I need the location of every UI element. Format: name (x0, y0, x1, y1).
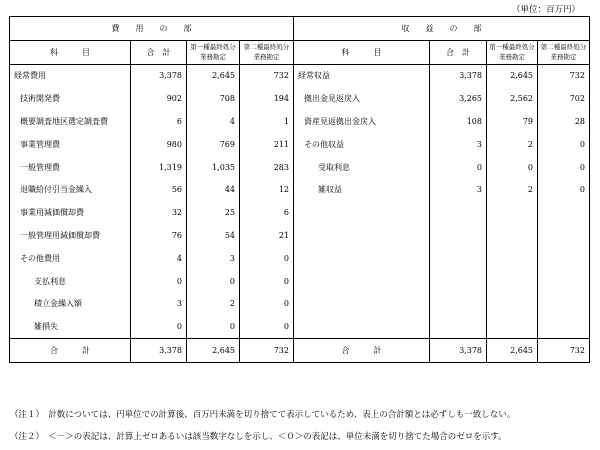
table-row (10, 247, 590, 270)
expense-total-header: 合 計 (131, 40, 187, 64)
expense-type2-value: 1 (240, 110, 294, 133)
expense-type2-value: 0 (240, 293, 294, 316)
revenue-type2-value: 732 (538, 64, 590, 87)
unit-label: （単位：百万円） (511, 5, 580, 15)
revenue-total-value: 3 (430, 179, 487, 202)
revenue-type2-value: 28 (538, 110, 590, 133)
expense-total-value: 4 (131, 247, 187, 270)
revenue-total-value: 3,265 (430, 87, 487, 110)
note-1: （注１） 計数については、円単位での計算後、百万円未満を切り捨てて表示しているため、表上の合計額とは必ずしも一致しない。 (10, 410, 516, 420)
table-row (10, 224, 590, 247)
expense-item-label: 一般管理費 (10, 156, 131, 179)
table-row (10, 110, 590, 133)
expense-type2-value: 6 (240, 201, 294, 224)
revenue-type1-value: 2 (487, 179, 538, 202)
table-row (10, 156, 590, 179)
expense-type1-value: 2 (187, 293, 240, 316)
table-row (10, 133, 590, 156)
expense-item-label: 経常費用 (10, 64, 131, 87)
expense-item-label: 技術開発費 (10, 87, 131, 110)
expense-type2-header: 第二種最終処分業務勘定 (240, 40, 294, 64)
expense-total-value: 32 (131, 201, 187, 224)
revenue-type2-value: 0 (538, 156, 590, 179)
expense-type2-value: 283 (240, 156, 294, 179)
expense-total-value: 0 (131, 270, 187, 293)
revenue-type1-value: 0 (487, 156, 538, 179)
expense-type1-value: 3 (187, 247, 240, 270)
expense-item-label: 退職給付引当金繰入 (10, 179, 131, 202)
expense-type2-value: 194 (240, 87, 294, 110)
income-statement-table (9, 16, 590, 363)
expense-type1-value: 2,645 (187, 64, 240, 87)
expense-grand-type1: 2,645 (187, 339, 240, 363)
expense-type1-value: 4 (187, 110, 240, 133)
expense-type1-value: 708 (187, 87, 240, 110)
expense-total-value: 0 (131, 315, 187, 338)
expense-total-value: 980 (131, 133, 187, 156)
revenue-type1-value: 2,645 (487, 64, 538, 87)
expense-total-value: 3,378 (131, 64, 187, 87)
revenue-item-header: 科 目 (294, 40, 430, 64)
revenue-total-value: 3 (430, 133, 487, 156)
expense-type2-value: 12 (240, 179, 294, 202)
expense-item-label: 概要調査地区選定調査費 (10, 110, 131, 133)
revenue-grand-type2: 732 (538, 339, 590, 363)
table-row (10, 293, 590, 316)
revenue-type2-value: 702 (538, 87, 590, 110)
expense-item-label: 雑損失 (10, 315, 131, 338)
expense-total-value: 902 (131, 87, 187, 110)
revenue-item-label: その他収益 (294, 133, 430, 156)
revenue-type1-header: 第一種最終処分業務勘定 (487, 40, 538, 64)
expense-type2-value: 0 (240, 315, 294, 338)
revenue-item-label: 拠出金見返戻入 (294, 87, 430, 110)
expense-item-label: その他費用 (10, 247, 131, 270)
expense-total-value: 76 (131, 224, 187, 247)
expense-item-label: 一般管理用減価償却費 (10, 224, 131, 247)
revenue-type2-value: 0 (538, 179, 590, 202)
expense-total-value: 6 (131, 110, 187, 133)
revenue-grand-type1: 2,645 (487, 339, 538, 363)
expense-total-value: 3 (131, 293, 187, 316)
expense-type1-value: 25 (187, 201, 240, 224)
expense-item-label: 積立金繰入額 (10, 293, 131, 316)
notes (10, 404, 515, 448)
table-row (10, 64, 590, 87)
expense-type1-value: 1,035 (187, 156, 240, 179)
note-2: （注２） ＜－＞の表記は、計算上ゼロあるいは該当数字なしを示し、＜０＞の表記は、単位未満を切り捨てた場合のゼロを示す。 (10, 432, 507, 442)
table-row (10, 315, 590, 338)
expense-type2-value: 21 (240, 224, 294, 247)
revenue-item-label: 経常収益 (294, 64, 430, 87)
revenue-total-header: 合 計 (430, 40, 487, 64)
revenue-total-value: 0 (430, 156, 487, 179)
revenue-item-label: 雑収益 (294, 179, 430, 202)
expense-item-label: 事業用減価償却費 (10, 201, 131, 224)
expense-type2-value: 0 (240, 247, 294, 270)
revenue-type1-value: 79 (487, 110, 538, 133)
expense-type1-value: 769 (187, 133, 240, 156)
revenue-item-label: 資産見返拠出金戻入 (294, 110, 430, 133)
expense-type1-header: 第一種最終処分業務勘定 (187, 40, 240, 64)
expense-type2-value: 732 (240, 64, 294, 87)
revenue-item-label: 受取利息 (294, 156, 430, 179)
revenue-section-title: 収 益 の 部 (294, 17, 590, 41)
expense-type2-value: 211 (240, 133, 294, 156)
expense-total-label: 合 計 (10, 339, 131, 363)
expense-grand-type2: 732 (240, 339, 294, 363)
total-row (10, 339, 590, 363)
expense-item-label: 事業管理費 (10, 133, 131, 156)
revenue-total-value: 108 (430, 110, 487, 133)
expense-total-value: 1,319 (131, 156, 187, 179)
expense-type2-value: 0 (240, 270, 294, 293)
expense-item-label: 支払利息 (10, 270, 131, 293)
revenue-type1-value: 2,562 (487, 87, 538, 110)
revenue-type1-value: 2 (487, 133, 538, 156)
revenue-grand-total: 3,378 (430, 339, 487, 363)
expense-type1-value: 0 (187, 315, 240, 338)
expense-total-value: 56 (131, 179, 187, 202)
revenue-total-label: 合 計 (294, 339, 430, 363)
revenue-type2-header: 第二種最終処分業務勘定 (538, 40, 590, 64)
table-row (10, 201, 590, 224)
revenue-total-value: 3,378 (430, 64, 487, 87)
expense-type1-value: 44 (187, 179, 240, 202)
expense-type1-value: 0 (187, 270, 240, 293)
table-row (10, 179, 590, 202)
table-row (10, 87, 590, 110)
table-row (10, 270, 590, 293)
revenue-type2-value: 0 (538, 133, 590, 156)
expense-item-header: 科 目 (10, 40, 131, 64)
expense-type1-value: 54 (187, 224, 240, 247)
expense-section-title: 費 用 の 部 (10, 17, 294, 41)
expense-grand-total: 3,378 (131, 339, 187, 363)
